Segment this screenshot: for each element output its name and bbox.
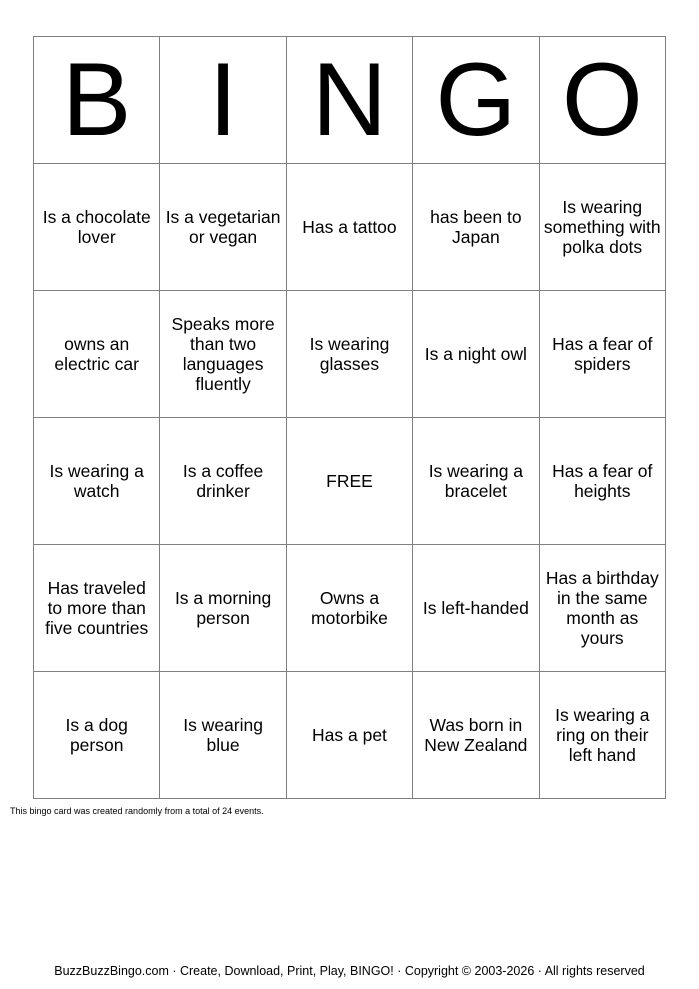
card-cell: Is a coffee drinker: [160, 418, 286, 545]
card-cell: Is a morning person: [160, 545, 286, 672]
card-cell: Is a dog person: [34, 672, 160, 799]
card-cell: Has traveled to more than five countries: [34, 545, 160, 672]
card-row: [34, 418, 666, 545]
card-cell: has been to Japan: [413, 164, 539, 291]
card-row: [34, 545, 666, 672]
card-row: [34, 672, 666, 799]
card-generation-note: This bingo card was created randomly from a total of 24 events.: [10, 806, 264, 816]
card-cell: Is wearing a bracelet: [413, 418, 539, 545]
header-letter-g: G: [413, 37, 539, 164]
free-space-cell: FREE: [286, 418, 412, 545]
card-cell: Is a night owl: [413, 291, 539, 418]
card-cell: owns an electric car: [34, 291, 160, 418]
card-cell: Was born in New Zealand: [413, 672, 539, 799]
card-cell: Is a chocolate lover: [34, 164, 160, 291]
card-cell: Has a fear of spiders: [539, 291, 665, 418]
card-cell: Has a tattoo: [286, 164, 412, 291]
card-cell: Is wearing blue: [160, 672, 286, 799]
card-cell: Has a birthday in the same month as yours: [539, 545, 665, 672]
site-footer: BuzzBuzzBingo.com · Create, Download, Print, Play, BINGO! · Copyright © 2003-2026 · All rights reserved: [54, 964, 645, 978]
bingo-card: [33, 36, 666, 799]
card-cell: Is a vegetarian or vegan: [160, 164, 286, 291]
card-cell: Is wearing something with polka dots: [539, 164, 665, 291]
card-cell: Owns a motorbike: [286, 545, 412, 672]
card-cell: Is wearing a watch: [34, 418, 160, 545]
header-letter-b: B: [34, 37, 160, 164]
card-row: [34, 291, 666, 418]
header-letter-o: O: [539, 37, 665, 164]
header-letter-i: I: [160, 37, 286, 164]
card-row: [34, 164, 666, 291]
header-letter-n: N: [286, 37, 412, 164]
card-cell: Is wearing a ring on their left hand: [539, 672, 665, 799]
header-row: [34, 37, 666, 164]
card-cell: Speaks more than two languages fluently: [160, 291, 286, 418]
card-cell: Is wearing glasses: [286, 291, 412, 418]
card-cell: Has a pet: [286, 672, 412, 799]
card-cell: Is left-handed: [413, 545, 539, 672]
card-cell: Has a fear of heights: [539, 418, 665, 545]
